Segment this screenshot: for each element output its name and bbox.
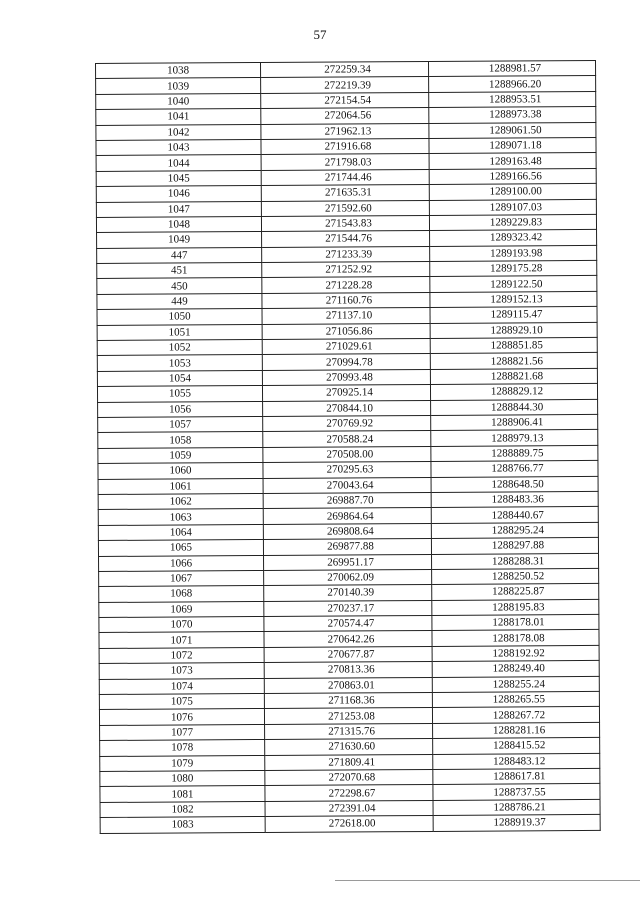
scan-edge-line bbox=[335, 880, 640, 881]
y-coordinate-cell: 1288919.37 bbox=[433, 815, 600, 831]
x-coordinate-cell: 270062.09 bbox=[264, 569, 432, 585]
x-coordinate-cell: 271253.08 bbox=[264, 708, 432, 724]
y-coordinate-cell: 1288821.56 bbox=[430, 353, 597, 369]
y-coordinate-cell: 1288889.75 bbox=[431, 445, 598, 461]
y-coordinate-cell: 1289107.03 bbox=[429, 199, 596, 215]
point-number-cell: 1067 bbox=[99, 570, 264, 586]
y-coordinate-cell: 1288295.24 bbox=[431, 522, 598, 538]
y-coordinate-cell: 1288737.55 bbox=[433, 784, 600, 800]
y-coordinate-cell: 1288415.52 bbox=[433, 738, 600, 754]
x-coordinate-cell: 271630.60 bbox=[265, 739, 433, 755]
x-coordinate-cell: 269951.17 bbox=[264, 554, 432, 570]
point-number-cell: 1041 bbox=[96, 109, 261, 125]
x-coordinate-cell: 271137.10 bbox=[262, 308, 430, 324]
point-number-cell: 1080 bbox=[100, 770, 265, 786]
y-coordinate-cell: 1288648.50 bbox=[431, 476, 598, 492]
y-coordinate-cell: 1288178.08 bbox=[432, 630, 599, 646]
y-coordinate-cell: 1289152.13 bbox=[430, 291, 597, 307]
y-coordinate-cell: 1288953.51 bbox=[429, 91, 596, 107]
x-coordinate-cell: 271228.28 bbox=[262, 277, 430, 293]
y-coordinate-cell: 1288829.12 bbox=[430, 384, 597, 400]
y-coordinate-cell: 1288766.77 bbox=[431, 461, 598, 477]
y-coordinate-cell: 1289115.47 bbox=[430, 307, 597, 323]
point-number-cell: 1074 bbox=[99, 678, 264, 694]
point-number-cell: 450 bbox=[97, 278, 262, 294]
point-number-cell: 1051 bbox=[97, 324, 262, 340]
x-coordinate-cell: 272070.68 bbox=[265, 769, 433, 785]
y-coordinate-cell: 1288981.57 bbox=[428, 60, 595, 76]
coordinates-table bbox=[95, 60, 601, 834]
y-coordinate-cell: 1288178.01 bbox=[432, 614, 599, 630]
y-coordinate-cell: 1288249.40 bbox=[432, 661, 599, 677]
x-coordinate-cell: 270574.47 bbox=[264, 616, 432, 632]
point-number-cell: 1076 bbox=[99, 709, 264, 725]
x-coordinate-cell: 272154.54 bbox=[261, 92, 429, 108]
point-number-cell: 449 bbox=[97, 293, 262, 309]
point-number-cell: 451 bbox=[97, 263, 262, 279]
y-coordinate-cell: 1289323.42 bbox=[430, 230, 597, 246]
y-coordinate-cell: 1288255.24 bbox=[432, 676, 599, 692]
point-number-cell: 1082 bbox=[100, 801, 265, 817]
x-coordinate-cell: 271809.41 bbox=[265, 754, 433, 770]
y-coordinate-cell: 1289071.18 bbox=[429, 137, 596, 153]
y-coordinate-cell: 1288265.55 bbox=[432, 691, 599, 707]
y-coordinate-cell: 1289175.28 bbox=[430, 261, 597, 277]
point-number-cell: 1039 bbox=[96, 78, 261, 94]
x-coordinate-cell: 270508.00 bbox=[263, 446, 431, 462]
point-number-cell: 1054 bbox=[97, 370, 262, 386]
x-coordinate-cell: 271029.61 bbox=[262, 338, 430, 354]
x-coordinate-cell: 272064.56 bbox=[261, 108, 429, 124]
x-coordinate-cell: 270140.39 bbox=[264, 585, 432, 601]
y-coordinate-cell: 1288483.36 bbox=[431, 491, 598, 507]
point-number-cell: 1056 bbox=[98, 401, 263, 417]
point-number-cell: 1042 bbox=[96, 124, 261, 140]
y-coordinate-cell: 1288844.30 bbox=[431, 399, 598, 415]
x-coordinate-cell: 271315.76 bbox=[265, 723, 433, 739]
x-coordinate-cell: 270677.87 bbox=[264, 646, 432, 662]
point-number-cell: 1075 bbox=[99, 693, 264, 709]
page-number: 57 bbox=[313, 27, 327, 42]
point-number-cell: 1069 bbox=[99, 601, 264, 617]
x-coordinate-cell: 270993.48 bbox=[262, 369, 430, 385]
x-coordinate-cell: 271056.86 bbox=[262, 323, 430, 339]
y-coordinate-cell: 1289122.50 bbox=[430, 276, 597, 292]
point-number-cell: 1077 bbox=[100, 724, 265, 740]
x-coordinate-cell: 270237.17 bbox=[264, 600, 432, 616]
x-coordinate-cell: 269808.64 bbox=[263, 523, 431, 539]
point-number-cell: 447 bbox=[97, 247, 262, 263]
point-number-cell: 1065 bbox=[98, 540, 263, 556]
point-number-cell: 1063 bbox=[98, 509, 263, 525]
y-coordinate-cell: 1288929.10 bbox=[430, 322, 597, 338]
y-coordinate-cell: 1288440.67 bbox=[431, 507, 598, 523]
x-coordinate-cell: 270769.92 bbox=[263, 415, 431, 431]
y-coordinate-cell: 1288821.68 bbox=[430, 368, 597, 384]
x-coordinate-cell: 271168.36 bbox=[264, 692, 432, 708]
point-number-cell: 1050 bbox=[97, 309, 262, 325]
point-number-cell: 1072 bbox=[99, 647, 264, 663]
point-number-cell: 1049 bbox=[97, 232, 262, 248]
x-coordinate-cell: 269887.70 bbox=[263, 492, 431, 508]
y-coordinate-cell: 1288979.13 bbox=[431, 430, 598, 446]
y-coordinate-cell: 1289163.48 bbox=[429, 153, 596, 169]
x-coordinate-cell: 270043.64 bbox=[263, 477, 431, 493]
y-coordinate-cell: 1288966.20 bbox=[429, 76, 596, 92]
point-number-cell: 1079 bbox=[100, 755, 265, 771]
point-number-cell: 1060 bbox=[98, 463, 263, 479]
point-number-cell: 1053 bbox=[97, 355, 262, 371]
x-coordinate-cell: 270844.10 bbox=[263, 400, 431, 416]
y-coordinate-cell: 1288250.52 bbox=[432, 568, 599, 584]
y-coordinate-cell: 1289100.00 bbox=[429, 184, 596, 200]
y-coordinate-cell: 1288267.72 bbox=[432, 707, 599, 723]
coordinates-table-body bbox=[96, 60, 601, 833]
x-coordinate-cell: 271592.60 bbox=[261, 200, 429, 216]
x-coordinate-cell: 271543.83 bbox=[261, 215, 429, 231]
point-number-cell: 1045 bbox=[96, 170, 261, 186]
point-number-cell: 1083 bbox=[100, 817, 265, 833]
point-number-cell: 1059 bbox=[98, 447, 263, 463]
point-number-cell: 1040 bbox=[96, 93, 261, 109]
point-number-cell: 1047 bbox=[96, 201, 261, 217]
point-number-cell: 1061 bbox=[98, 478, 263, 494]
x-coordinate-cell: 270813.36 bbox=[264, 662, 432, 678]
point-number-cell: 1046 bbox=[96, 186, 261, 202]
y-coordinate-cell: 1289166.56 bbox=[429, 168, 596, 184]
x-coordinate-cell: 271544.76 bbox=[262, 231, 430, 247]
point-number-cell: 1048 bbox=[96, 216, 261, 232]
x-coordinate-cell: 269877.88 bbox=[263, 539, 431, 555]
x-coordinate-cell: 271916.68 bbox=[261, 138, 429, 154]
y-coordinate-cell: 1288906.41 bbox=[431, 414, 598, 430]
x-coordinate-cell: 271635.31 bbox=[261, 185, 429, 201]
point-number-cell: 1081 bbox=[100, 786, 265, 802]
y-coordinate-cell: 1289193.98 bbox=[430, 245, 597, 261]
x-coordinate-cell: 270925.14 bbox=[262, 385, 430, 401]
point-number-cell: 1043 bbox=[96, 139, 261, 155]
y-coordinate-cell: 1288973.38 bbox=[429, 107, 596, 123]
y-coordinate-cell: 1288483.12 bbox=[433, 753, 600, 769]
point-number-cell: 1066 bbox=[99, 555, 264, 571]
table-row bbox=[100, 815, 600, 833]
point-number-cell: 1070 bbox=[99, 617, 264, 633]
point-number-cell: 1038 bbox=[96, 62, 261, 78]
x-coordinate-cell: 269864.64 bbox=[263, 508, 431, 524]
point-number-cell: 1071 bbox=[99, 632, 264, 648]
x-coordinate-cell: 271233.39 bbox=[262, 246, 430, 262]
y-coordinate-cell: 1288225.87 bbox=[432, 584, 599, 600]
x-coordinate-cell: 272219.39 bbox=[261, 77, 429, 93]
x-coordinate-cell: 270863.01 bbox=[264, 677, 432, 693]
x-coordinate-cell: 270642.26 bbox=[264, 631, 432, 647]
y-coordinate-cell: 1288786.21 bbox=[433, 799, 600, 815]
y-coordinate-cell: 1289229.83 bbox=[429, 214, 596, 230]
x-coordinate-cell: 271798.03 bbox=[261, 154, 429, 170]
x-coordinate-cell: 271744.46 bbox=[261, 169, 429, 185]
point-number-cell: 1044 bbox=[96, 155, 261, 171]
y-coordinate-cell: 1288851.85 bbox=[430, 337, 597, 353]
x-coordinate-cell: 271160.76 bbox=[262, 292, 430, 308]
x-coordinate-cell: 271962.13 bbox=[261, 123, 429, 139]
point-number-cell: 1057 bbox=[98, 416, 263, 432]
y-coordinate-cell: 1288195.83 bbox=[432, 599, 599, 615]
y-coordinate-cell: 1288288.31 bbox=[432, 553, 599, 569]
x-coordinate-cell: 270295.63 bbox=[263, 462, 431, 478]
point-number-cell: 1073 bbox=[99, 663, 264, 679]
x-coordinate-cell: 272391.04 bbox=[265, 800, 433, 816]
point-number-cell: 1052 bbox=[97, 340, 262, 356]
x-coordinate-cell: 272618.00 bbox=[265, 816, 433, 832]
y-coordinate-cell: 1289061.50 bbox=[429, 122, 596, 138]
x-coordinate-cell: 271252.92 bbox=[262, 262, 430, 278]
x-coordinate-cell: 272298.67 bbox=[265, 785, 433, 801]
y-coordinate-cell: 1288192.92 bbox=[432, 645, 599, 661]
point-number-cell: 1064 bbox=[98, 524, 263, 540]
x-coordinate-cell: 272259.34 bbox=[260, 61, 428, 77]
y-coordinate-cell: 1288281.16 bbox=[433, 722, 600, 738]
x-coordinate-cell: 270588.24 bbox=[263, 431, 431, 447]
y-coordinate-cell: 1288297.88 bbox=[431, 538, 598, 554]
point-number-cell: 1058 bbox=[98, 432, 263, 448]
y-coordinate-cell: 1288617.81 bbox=[433, 768, 600, 784]
point-number-cell: 1055 bbox=[97, 386, 262, 402]
x-coordinate-cell: 270994.78 bbox=[262, 354, 430, 370]
point-number-cell: 1068 bbox=[99, 586, 264, 602]
point-number-cell: 1078 bbox=[100, 740, 265, 756]
point-number-cell: 1062 bbox=[98, 493, 263, 509]
